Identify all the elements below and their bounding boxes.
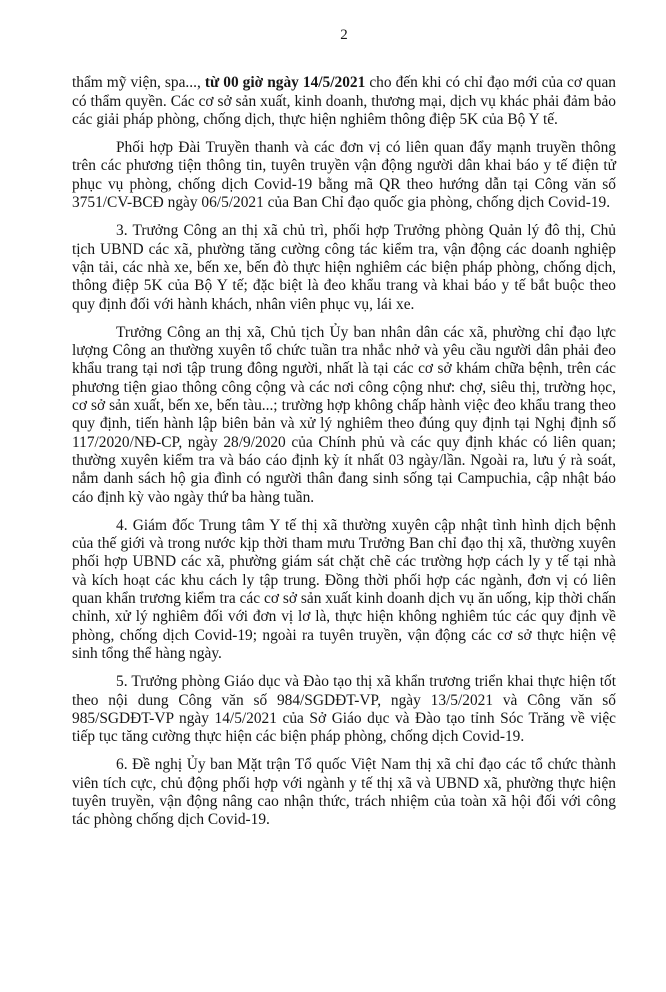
paragraph-media-coordination: Phối hợp Đài Truyền thanh và các đơn vị có liên quan đẩy mạnh truyền thông trên các phương tiện thông tin, tuyên truyền vận động người dân khai báo y tế điện tử phục vụ phòng, chống dịch Covid-19 bằng mã QR theo hướng dẫn tại Công văn số 3751/CV-BCĐ ngày 06/5/2021 của Ban Chỉ đạo quốc gia phòng, chống dịch Covid-19. bbox=[72, 139, 616, 212]
paragraph-police-directive: Trưởng Công an thị xã, Chủ tịch Ủy ban nhân dân các xã, phường chỉ đạo lực lượng Công an thường xuyên tổ chức tuần tra nhắc nhở và yêu cầu người dân phải đeo khẩu trang tại nơi tập trung đông người, nhất là tại các cơ sở khám chữa bệnh, trên các phương tiện giao thông công cộng và các nơi công cộng như: chợ, siêu thị, trường học, cơ sở sản xuất, bến xe, bến tàu...; trường hợp không chấp hành việc đeo khẩu trang theo quy định, tiến hành lập biên bản và xử lý nghiêm theo đúng quy định tại Nghị định số 117/2020/NĐ-CP, ngày 28/9/2020 của Chính phủ và các quy định khác có liên quan; thường xuyên kiểm tra và báo cáo định kỳ ít nhất 03 ngày/lần. Ngoài ra, lưu ý rà soát, nắm danh sách hộ gia đình có người thân đang sinh sống tại Campuchia, cập nhật báo cáo định kỳ vào ngày thứ ba hàng tuần. bbox=[72, 323, 616, 506]
paragraph-bold-date: từ 00 giờ ngày 14/5/2021 bbox=[204, 74, 366, 92]
paragraph-continuation bbox=[72, 74, 616, 129]
paragraph-item-5: 5. Trưởng phòng Giáo dục và Đào tạo thị xã khẩn trương triển khai thực hiện tốt theo nội dung Công văn số 984/SGDĐT-VP, ngày 13/5/2021 và Công văn số 985/SGDĐT-VP ngày 14/5/2021 của Sở Giáo dục và Đào tạo tỉnh Sóc Trăng về việc tiếp tục tăng cường thực hiện các biện pháp phòng, chống dịch Covid-19. bbox=[72, 673, 616, 746]
paragraph-item-6: 6. Đề nghị Ủy ban Mặt trận Tổ quốc Việt Nam thị xã chỉ đạo các tổ chức thành viên tích cực, chủ động phối hợp với ngành y tế thị xã và UBND xã, phường thực hiện tuyên truyền, vận động nâng cao nhận thức, trách nhiệm của toàn xã hội đối với công tác phòng chống dịch Covid-19. bbox=[72, 756, 616, 829]
paragraph-item-3: 3. Trưởng Công an thị xã chủ trì, phối hợp Trưởng phòng Quản lý đô thị, Chủ tịch UBND các xã, phường tăng cường công tác kiểm tra, vận động các doanh nghiệp vận tải, các nhà xe, bến xe, bến đò thực hiện nghiêm các biện pháp phòng, chống dịch, thông điệp 5K của Bộ Y tế; đặc biệt là đeo khẩu trang và khai báo y tế bắt buộc theo quy định đối với hành khách, nhân viên phục vụ, lái xe. bbox=[72, 222, 616, 313]
paragraph-rest: cho đến khi có chỉ đạo mới của cơ quan có thẩm quyền. Các cơ sở sản xuất, kinh doanh, thương mại, dịch vụ khác phải đảm bảo các giải pháp phòng, chống dịch, thực hiện nghiêm thông điệp 5K của Bộ Y tế. bbox=[72, 74, 616, 128]
page-number: 2 bbox=[340, 27, 348, 43]
paragraph-lead: thẩm mỹ viện, spa..., bbox=[72, 74, 205, 92]
paragraph-item-4: 4. Giám đốc Trung tâm Y tế thị xã thường xuyên cập nhật tình hình dịch bệnh của thế giới và trong nước kịp thời tham mưu Trưởng Ban chỉ đạo thị xã, thường xuyên phối hợp UBND các xã, phường giám sát chặt chẽ các trường hợp cách ly y tế tại nhà và kích hoạt các khu cách ly tập trung. Đồng thời phối hợp các ngành, đơn vị có liên quan khẩn trương kiểm tra các cơ sở sản xuất kinh doanh dịch vụ ăn uống, kịp thời chấn chỉnh, xử lý nghiêm đối với đơn vị lơ là, thực hiện không nghiêm túc các quy định về phòng, chống dịch Covid-19; ngoài ra tuyên truyền, vận động các cơ sở thực hiện vệ sinh tổng thể hàng ngày. bbox=[72, 516, 616, 662]
